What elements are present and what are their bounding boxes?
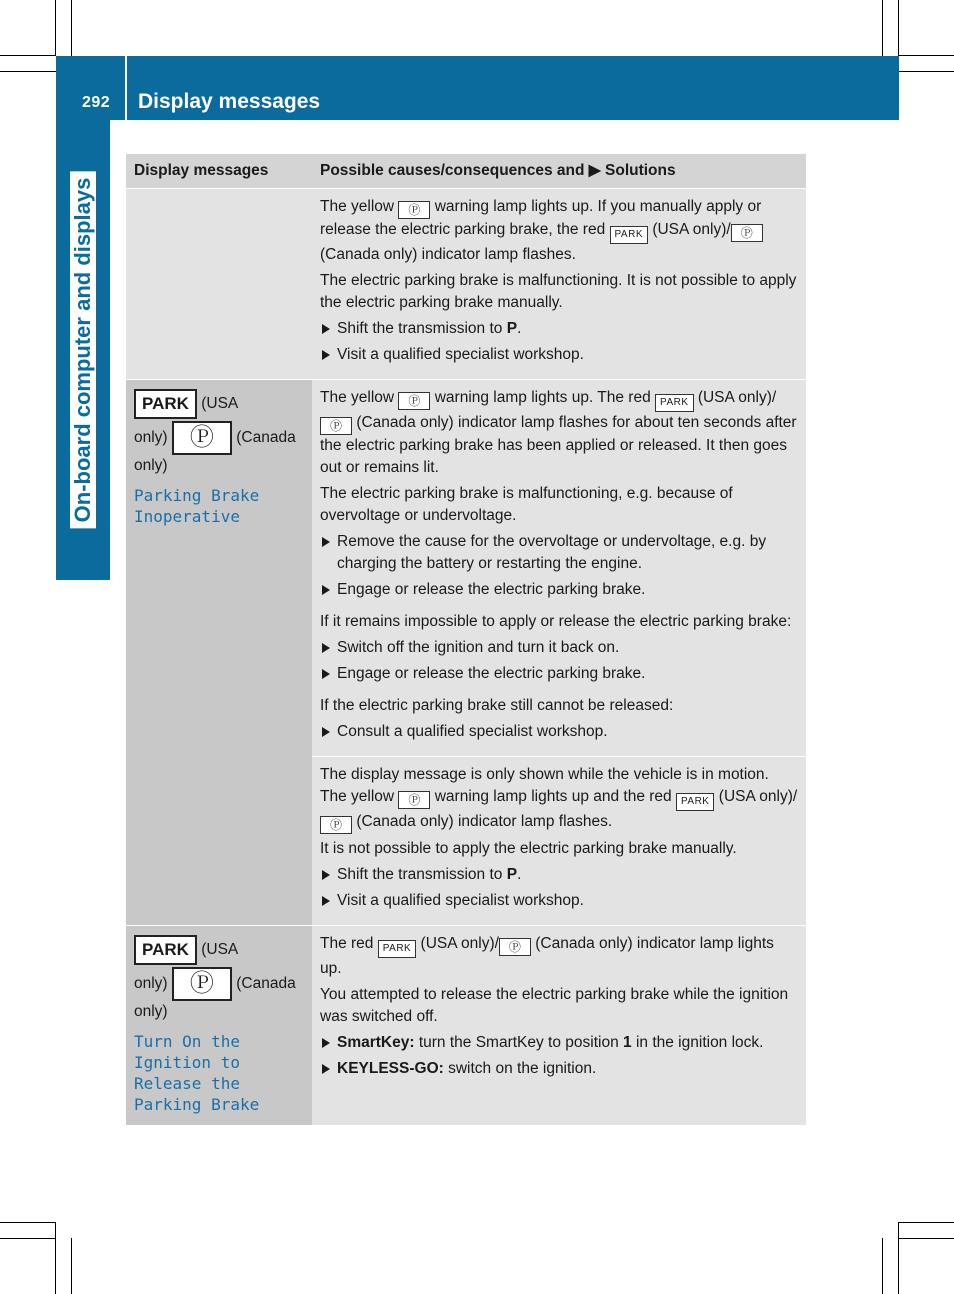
step-item: SmartKey: turn the SmartKey to position 1 in the ignition lock. <box>320 1032 798 1054</box>
step-item: Engage or release the electric parking brake. <box>320 579 798 601</box>
causes-cell <box>312 926 806 1126</box>
park-lamp-icon: PARK <box>676 793 715 811</box>
paragraph: The display message is only shown while the vehicle is in motion. The yellow Ⓟ warning lamp lights up and the red PARK (USA only)/ Ⓟ (Canada only) indicator lamp flashes. <box>320 766 798 832</box>
message-cell <box>126 189 312 380</box>
page-number: 292 <box>82 94 111 111</box>
causes-cell <box>312 380 806 757</box>
message-cell: PARK (USA only) Ⓟ (Canada only) Turn On the Ignition to Release the Parking Brake <box>126 926 312 1126</box>
table-row <box>126 380 806 757</box>
step-item: Visit a qualified specialist workshop. <box>320 890 798 912</box>
brake-symbol-icon: Ⓟ <box>172 967 232 1001</box>
message-cell: PARK (USA only) Ⓟ (Canada only) Parking Brake Inoperative <box>126 380 312 926</box>
page-title: Display messages <box>138 90 321 113</box>
section-label: On-board computer and displays <box>70 172 96 529</box>
brake-indicator-lamp-icon: Ⓟ <box>320 816 352 834</box>
brake-indicator-lamp-icon: Ⓟ <box>320 417 352 435</box>
crop-mark <box>0 1222 56 1223</box>
park-symbol-icon: PARK <box>134 935 197 965</box>
page-header <box>56 56 899 120</box>
step-item: Engage or release the electric parking brake. <box>320 663 798 685</box>
crop-mark <box>71 0 72 56</box>
crop-mark <box>0 55 56 56</box>
park-lamp-icon: PARK <box>655 394 694 412</box>
crop-mark <box>898 0 899 56</box>
step-item: Shift the transmission to P. <box>320 318 798 340</box>
step-item: Switch off the ignition and turn it back on. <box>320 637 798 659</box>
table-header-row <box>126 154 806 189</box>
brake-warning-lamp-icon: Ⓟ <box>398 791 430 809</box>
park-lamp-icon: PARK <box>378 940 417 958</box>
crop-mark <box>55 0 56 56</box>
col-header-messages: Display messages <box>126 154 312 189</box>
display-message-text: Turn On the Ignition to Release the Parking Brake <box>134 1032 260 1115</box>
table-row <box>126 926 806 1126</box>
crop-mark <box>898 1222 954 1223</box>
display-message-text: Parking Brake Inoperative <box>134 486 260 527</box>
park-symbol-icon: PARK <box>134 389 197 419</box>
causes-cell <box>312 189 806 380</box>
brake-warning-lamp-icon: Ⓟ <box>398 201 430 219</box>
paragraph: The red PARK (USA only)/ Ⓟ (Canada only) indicator lamp lights up. <box>320 935 774 977</box>
crop-mark <box>55 1222 56 1294</box>
paragraph: If the electric parking brake still cannot be released: <box>320 697 674 714</box>
crop-mark <box>898 71 954 72</box>
step-item: KEYLESS-GO: switch on the ignition. <box>320 1058 798 1080</box>
brake-warning-lamp-icon: Ⓟ <box>398 392 430 410</box>
paragraph: If it remains impossible to apply or release the electric parking brake: <box>320 613 792 630</box>
col-header-causes: Possible causes/consequences and ▶ Solutions <box>312 154 806 189</box>
paragraph: The electric parking brake is malfunctioning. It is not possible to apply the electric parking brake manually. <box>320 272 797 311</box>
step-item: Consult a qualified specialist workshop. <box>320 721 798 743</box>
paragraph: It is not possible to apply the electric parking brake manually. <box>320 840 737 857</box>
crop-mark <box>882 1238 883 1294</box>
step-item: Visit a qualified specialist workshop. <box>320 344 798 366</box>
crop-mark <box>882 0 883 56</box>
table-row <box>126 189 806 380</box>
causes-cell <box>312 757 806 926</box>
crop-mark <box>898 1238 954 1239</box>
paragraph: The yellow Ⓟ warning lamp lights up. If you manually apply or release the electric parking brake, the red PARK (USA only)/ Ⓟ (Canada only) indicator lamp flashes. <box>320 198 762 263</box>
paragraph: You attempted to release the electric parking brake while the ignition was switched off. <box>320 986 789 1025</box>
crop-mark <box>898 55 954 56</box>
brake-indicator-lamp-icon: Ⓟ <box>499 938 531 956</box>
crop-mark <box>0 1238 56 1239</box>
crop-mark <box>71 1238 72 1294</box>
step-item: Remove the cause for the overvoltage or undervoltage, e.g. by charging the battery or restarting the engine. <box>320 531 798 575</box>
brake-indicator-lamp-icon: Ⓟ <box>731 224 763 242</box>
paragraph: The electric parking brake is malfunctioning, e.g. because of overvoltage or undervoltage. <box>320 485 733 524</box>
display-messages-table <box>126 154 806 1126</box>
park-lamp-icon: PARK <box>610 226 649 244</box>
crop-mark <box>898 1222 899 1294</box>
header-divider <box>125 56 127 120</box>
step-item: Shift the transmission to P. <box>320 864 798 886</box>
crop-mark <box>0 71 56 72</box>
paragraph: The yellow Ⓟ warning lamp lights up. The red PARK (USA only)/Ⓟ (Canada only) indicator lamp flashes for about ten seconds after the electric parking brake has been applied or released. It then goes out or remains lit. <box>320 389 797 476</box>
brake-symbol-icon: Ⓟ <box>172 421 232 455</box>
